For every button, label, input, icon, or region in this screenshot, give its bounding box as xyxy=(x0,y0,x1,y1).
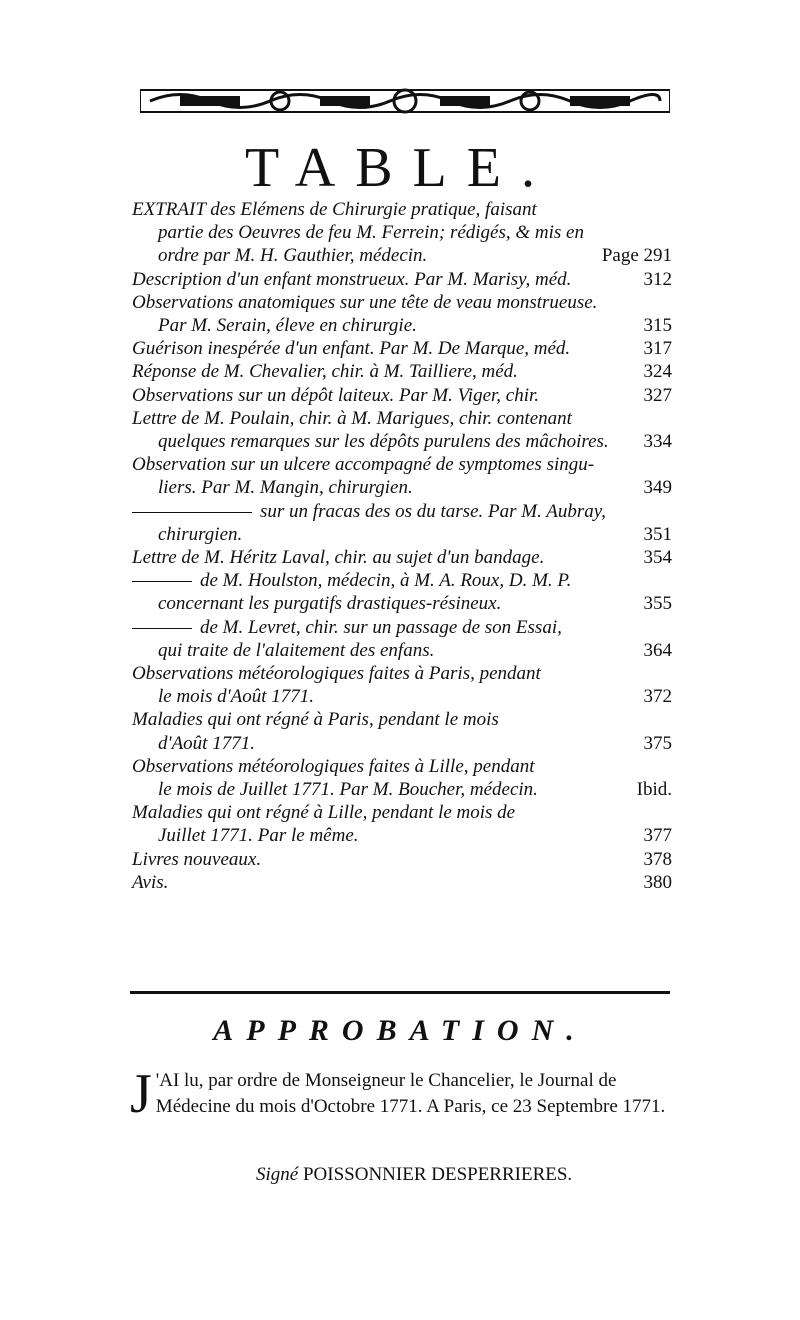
toc-entry-line: Juillet 1771. Par le même. xyxy=(158,825,359,847)
approbation-text xyxy=(130,1063,670,1125)
approbation-title: APPROBATION. xyxy=(213,1014,587,1047)
toc-entry-line: de M. Houlston, médecin, à M. A. Roux, D. M. P. xyxy=(200,570,572,592)
toc-entry xyxy=(132,453,672,499)
toc-entry xyxy=(132,291,672,337)
toc-entry xyxy=(132,384,672,407)
toc-entry-line: qui traite de l'alaitement des enfans. xyxy=(158,639,435,661)
toc-entry-line: le mois d'Août 1771. xyxy=(158,686,315,708)
toc-page-number: 377 xyxy=(643,825,672,847)
ditto-dash xyxy=(132,628,192,629)
toc-entry-line: concernant les purgatifs drastiques-résineux. xyxy=(158,593,502,615)
toc-entry xyxy=(132,616,672,662)
toc-page-number: 351 xyxy=(643,523,672,545)
toc-entry-line: Par M. Serain, éleve en chirurgie. xyxy=(158,315,417,337)
drop-cap: J xyxy=(130,1063,152,1125)
toc-page-number: 372 xyxy=(643,686,672,708)
toc-entry xyxy=(132,871,672,894)
toc-entry-line: Réponse de M. Chevalier, chir. à M. Tailliere, méd. xyxy=(132,361,518,383)
section-divider xyxy=(130,991,670,994)
toc-entry xyxy=(132,546,672,569)
toc-page-number: 327 xyxy=(643,384,672,406)
toc-entry xyxy=(132,801,672,847)
toc-page-number: 317 xyxy=(643,338,672,360)
table-of-contents xyxy=(132,198,672,894)
toc-page-number: 380 xyxy=(643,871,672,893)
toc-entry-line: EXTRAIT des Elémens de Chirurgie pratique, faisant xyxy=(132,199,537,220)
toc-entry xyxy=(132,848,672,871)
toc-entry-line: Guérison inespérée d'un enfant. Par M. De Marque, méd. xyxy=(132,338,571,360)
toc-entry xyxy=(132,569,672,615)
toc-entry-line: chirurgien. xyxy=(158,523,243,545)
toc-entry-line: Observation sur un ulcere accompagné de symptomes singu- xyxy=(132,454,595,476)
toc-entry xyxy=(132,708,672,754)
toc-entry xyxy=(132,360,672,383)
toc-page-number: 355 xyxy=(643,593,672,615)
toc-entry-line: Observations météorologiques faites à Paris, pendant xyxy=(132,663,541,685)
ditto-dash xyxy=(132,512,252,513)
toc-page-number: 312 xyxy=(643,268,672,290)
toc-entry-line: ordre par M. H. Gauthier, médecin. xyxy=(158,245,428,267)
toc-entry-line: de M. Levret, chir. sur un passage de son Essai, xyxy=(200,616,562,638)
signature-line xyxy=(256,1164,572,1186)
toc-page-number: 375 xyxy=(643,732,672,754)
toc-entry xyxy=(132,500,672,546)
toc-entry-line: sur un fracas des os du tarse. Par M. Aubray, xyxy=(260,500,606,522)
toc-page-number: 378 xyxy=(643,848,672,870)
ditto-dash xyxy=(132,581,192,582)
toc-entry-line: Lettre de M. Héritz Laval, chir. au sujet d'un bandage. xyxy=(132,547,545,569)
toc-entry-line: Maladies qui ont régné à Lille, pendant le mois de xyxy=(132,802,516,824)
toc-entry xyxy=(132,198,672,268)
toc-entry-line: Observations sur un dépôt laiteux. Par M. Viger, chir. xyxy=(132,384,540,406)
toc-page-number: 324 xyxy=(643,361,672,383)
toc-page-number: 349 xyxy=(643,477,672,499)
toc-page-number: Ibid. xyxy=(636,779,672,801)
toc-entry-line: Maladies qui ont régné à Paris, pendant le mois xyxy=(132,709,499,731)
signed-label: Signé xyxy=(256,1164,299,1185)
page-title: TABLE. xyxy=(245,137,555,199)
toc-entry-line: d'Août 1771. xyxy=(158,732,255,754)
toc-entry-line: Lettre de M. Poulain, chir. à M. Marigues, chir. contenant xyxy=(132,407,572,429)
toc-entry xyxy=(132,755,672,801)
toc-page-number: 354 xyxy=(643,547,672,569)
toc-entry xyxy=(132,662,672,708)
toc-entry-line: quelques remarques sur les dépôts purulens des mâchoires. xyxy=(158,431,609,453)
toc-entry xyxy=(132,407,672,453)
toc-entry-line: partie des Oeuvres de feu M. Ferrein; rédigés, & mis en xyxy=(158,222,584,244)
toc-entry-line: Avis. xyxy=(132,871,169,893)
toc-entry-line: liers. Par M. Mangin, chirurgien. xyxy=(158,477,413,499)
toc-entry-line: Livres nouveaux. xyxy=(132,848,262,870)
toc-entry-line: le mois de Juillet 1771. Par M. Boucher, médecin. xyxy=(158,779,538,801)
approbation-body: 'AI lu, par ordre de Monseigneur le Chancelier, le Journal de Médecine du mois d'Octobre 1771. A Paris, ce 23 Septembre 1771. xyxy=(155,1070,666,1117)
toc-page-number: 334 xyxy=(643,431,672,453)
toc-entry-line: Observations météorologiques faites à Lille, pendant xyxy=(132,755,535,777)
decorative-header-ornament xyxy=(140,86,670,116)
toc-page-number: Page 291 xyxy=(601,245,672,267)
toc-page-number: 315 xyxy=(643,315,672,337)
toc-entry xyxy=(132,268,672,291)
signer-name: POISSONNIER DESPERRIERES. xyxy=(302,1164,573,1185)
toc-entry-line: Observations anatomiques sur une tête de veau monstrueuse. xyxy=(132,291,598,313)
toc-entry-line: Description d'un enfant monstrueux. Par M. Marisy, méd. xyxy=(132,268,572,290)
toc-page-number: 364 xyxy=(643,639,672,661)
toc-entry xyxy=(132,337,672,360)
